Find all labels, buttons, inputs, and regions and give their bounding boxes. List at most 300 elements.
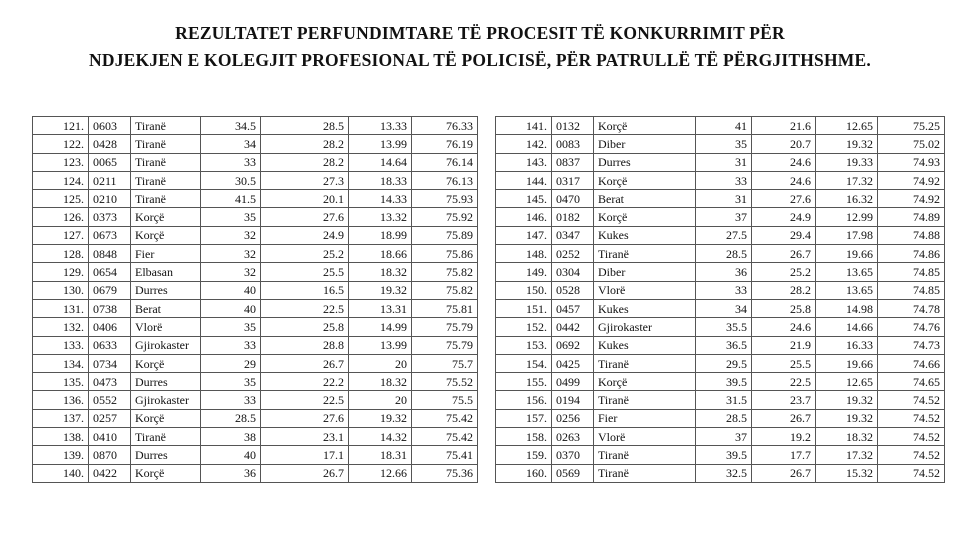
district-cell: Elbasan — [131, 263, 201, 281]
rank-cell: 128. — [33, 245, 89, 263]
table-row — [33, 281, 478, 299]
candidate-code-cell: 0370 — [552, 446, 594, 464]
table-row — [496, 318, 945, 336]
score-3-cell: 17.98 — [816, 226, 878, 244]
rank-cell: 133. — [33, 336, 89, 354]
score-2-cell: 25.8 — [752, 299, 816, 317]
district-cell: Fier — [131, 245, 201, 263]
score-2-cell: 24.6 — [752, 153, 816, 171]
score-1-cell: 36 — [696, 263, 752, 281]
score-2-cell: 25.2 — [752, 263, 816, 281]
total-score-cell: 74.88 — [878, 226, 945, 244]
rank-cell: 158. — [496, 428, 552, 446]
table-row — [496, 190, 945, 208]
score-3-cell: 19.32 — [816, 409, 878, 427]
district-cell: Gjirokaster — [131, 336, 201, 354]
rank-cell: 150. — [496, 281, 552, 299]
table-row — [496, 226, 945, 244]
total-score-cell: 75.52 — [412, 373, 478, 391]
total-score-cell: 75.7 — [412, 354, 478, 372]
score-2-cell: 25.5 — [752, 354, 816, 372]
score-1-cell: 33 — [201, 336, 261, 354]
score-3-cell: 17.32 — [816, 171, 878, 189]
rank-cell: 136. — [33, 391, 89, 409]
rank-cell: 131. — [33, 299, 89, 317]
score-2-cell: 27.3 — [261, 171, 349, 189]
score-2-cell: 22.5 — [752, 373, 816, 391]
results-table-right — [495, 116, 945, 483]
district-cell: Korçë — [131, 409, 201, 427]
candidate-code-cell: 0679 — [89, 281, 131, 299]
score-2-cell: 20.7 — [752, 135, 816, 153]
candidate-code-cell: 0182 — [552, 208, 594, 226]
score-3-cell: 12.99 — [816, 208, 878, 226]
table-row — [496, 354, 945, 372]
total-score-cell: 75.92 — [412, 208, 478, 226]
score-2-cell: 26.7 — [261, 464, 349, 482]
district-cell: Korçë — [131, 464, 201, 482]
candidate-code-cell: 0422 — [89, 464, 131, 482]
district-cell: Kukes — [594, 299, 696, 317]
candidate-code-cell: 0410 — [89, 428, 131, 446]
score-1-cell: 31 — [696, 153, 752, 171]
score-3-cell: 16.33 — [816, 336, 878, 354]
score-3-cell: 18.66 — [349, 245, 412, 263]
score-1-cell: 40 — [201, 299, 261, 317]
total-score-cell: 74.76 — [878, 318, 945, 336]
rank-cell: 129. — [33, 263, 89, 281]
score-1-cell: 35 — [201, 373, 261, 391]
score-2-cell: 25.5 — [261, 263, 349, 281]
candidate-code-cell: 0473 — [89, 373, 131, 391]
table-row — [496, 464, 945, 482]
total-score-cell: 75.02 — [878, 135, 945, 153]
table-row — [33, 409, 478, 427]
rank-cell: 137. — [33, 409, 89, 427]
candidate-code-cell: 0528 — [552, 281, 594, 299]
rank-cell: 130. — [33, 281, 89, 299]
score-1-cell: 31.5 — [696, 391, 752, 409]
score-3-cell: 13.99 — [349, 336, 412, 354]
table-row — [33, 428, 478, 446]
district-cell: Gjirokaster — [131, 391, 201, 409]
score-1-cell: 37 — [696, 208, 752, 226]
rank-cell: 121. — [33, 117, 89, 135]
table-row — [33, 373, 478, 391]
score-1-cell: 39.5 — [696, 446, 752, 464]
rank-cell: 155. — [496, 373, 552, 391]
total-score-cell: 74.85 — [878, 263, 945, 281]
candidate-code-cell: 0083 — [552, 135, 594, 153]
table-row — [496, 135, 945, 153]
table-row — [33, 135, 478, 153]
district-cell: Korçë — [131, 226, 201, 244]
table-row — [33, 171, 478, 189]
table-row — [33, 263, 478, 281]
rank-cell: 140. — [33, 464, 89, 482]
total-score-cell: 76.33 — [412, 117, 478, 135]
title-line-2: NDJEKJEN E KOLEGJIT PROFESIONAL TË POLICISË, PËR PATRULLË TË PËRGJITHSHME. — [89, 50, 871, 70]
total-score-cell: 75.79 — [412, 318, 478, 336]
total-score-cell: 74.92 — [878, 190, 945, 208]
total-score-cell: 74.85 — [878, 281, 945, 299]
score-2-cell: 21.6 — [752, 117, 816, 135]
table-row — [33, 318, 478, 336]
candidate-code-cell: 0211 — [89, 171, 131, 189]
total-score-cell: 75.82 — [412, 281, 478, 299]
score-3-cell: 17.32 — [816, 446, 878, 464]
district-cell: Berat — [131, 299, 201, 317]
table-row — [496, 373, 945, 391]
total-score-cell: 75.81 — [412, 299, 478, 317]
score-2-cell: 26.7 — [752, 464, 816, 482]
score-1-cell: 32.5 — [696, 464, 752, 482]
table-row — [496, 336, 945, 354]
district-cell: Korçë — [594, 373, 696, 391]
table-row — [33, 299, 478, 317]
score-3-cell: 14.66 — [816, 318, 878, 336]
table-row — [33, 208, 478, 226]
district-cell: Diber — [594, 135, 696, 153]
score-3-cell: 14.98 — [816, 299, 878, 317]
title-line-1: REZULTATET PERFUNDIMTARE TË PROCESIT TË KONKURRIMIT PËR — [175, 23, 785, 43]
total-score-cell: 74.92 — [878, 171, 945, 189]
score-1-cell: 40 — [201, 446, 261, 464]
score-3-cell: 14.33 — [349, 190, 412, 208]
candidate-code-cell: 0470 — [552, 190, 594, 208]
total-score-cell: 74.52 — [878, 464, 945, 482]
rank-cell: 156. — [496, 391, 552, 409]
score-2-cell: 25.8 — [261, 318, 349, 336]
rank-cell: 153. — [496, 336, 552, 354]
score-1-cell: 35 — [201, 318, 261, 336]
score-3-cell: 20 — [349, 391, 412, 409]
total-score-cell: 75.5 — [412, 391, 478, 409]
score-1-cell: 28.5 — [696, 245, 752, 263]
candidate-code-cell: 0406 — [89, 318, 131, 336]
total-score-cell: 74.89 — [878, 208, 945, 226]
candidate-code-cell: 0870 — [89, 446, 131, 464]
rank-cell: 125. — [33, 190, 89, 208]
score-2-cell: 29.4 — [752, 226, 816, 244]
candidate-code-cell: 0257 — [89, 409, 131, 427]
rank-cell: 148. — [496, 245, 552, 263]
rank-cell: 135. — [33, 373, 89, 391]
total-score-cell: 75.86 — [412, 245, 478, 263]
table-row — [33, 117, 478, 135]
rank-cell: 144. — [496, 171, 552, 189]
district-cell: Tiranë — [131, 135, 201, 153]
district-cell: Kukes — [594, 226, 696, 244]
score-1-cell: 27.5 — [696, 226, 752, 244]
rank-cell: 147. — [496, 226, 552, 244]
candidate-code-cell: 0263 — [552, 428, 594, 446]
candidate-code-cell: 0734 — [89, 354, 131, 372]
table-row — [496, 446, 945, 464]
score-1-cell: 29 — [201, 354, 261, 372]
district-cell: Tiranë — [594, 464, 696, 482]
table-row — [33, 190, 478, 208]
score-1-cell: 39.5 — [696, 373, 752, 391]
score-2-cell: 21.9 — [752, 336, 816, 354]
score-2-cell: 23.1 — [261, 428, 349, 446]
total-score-cell: 74.66 — [878, 354, 945, 372]
candidate-code-cell: 0256 — [552, 409, 594, 427]
table-row — [33, 391, 478, 409]
candidate-code-cell: 0065 — [89, 153, 131, 171]
rank-cell: 141. — [496, 117, 552, 135]
score-1-cell: 34 — [201, 135, 261, 153]
score-3-cell: 19.66 — [816, 245, 878, 263]
score-3-cell: 14.64 — [349, 153, 412, 171]
candidate-code-cell: 0457 — [552, 299, 594, 317]
score-1-cell: 41.5 — [201, 190, 261, 208]
score-1-cell: 35 — [201, 208, 261, 226]
score-3-cell: 18.32 — [816, 428, 878, 446]
total-score-cell: 75.42 — [412, 428, 478, 446]
total-score-cell: 74.65 — [878, 373, 945, 391]
score-3-cell: 18.99 — [349, 226, 412, 244]
district-cell: Fier — [594, 409, 696, 427]
rank-cell: 145. — [496, 190, 552, 208]
rank-cell: 124. — [33, 171, 89, 189]
candidate-code-cell: 0848 — [89, 245, 131, 263]
table-row — [496, 171, 945, 189]
total-score-cell: 75.82 — [412, 263, 478, 281]
table-row — [496, 409, 945, 427]
rank-cell: 142. — [496, 135, 552, 153]
table-row — [33, 336, 478, 354]
rank-cell: 152. — [496, 318, 552, 336]
candidate-code-cell: 0738 — [89, 299, 131, 317]
score-1-cell: 32 — [201, 245, 261, 263]
total-score-cell: 74.93 — [878, 153, 945, 171]
score-1-cell: 28.5 — [201, 409, 261, 427]
score-3-cell: 20 — [349, 354, 412, 372]
score-2-cell: 28.8 — [261, 336, 349, 354]
score-3-cell: 18.32 — [349, 373, 412, 391]
score-2-cell: 23.7 — [752, 391, 816, 409]
score-2-cell: 24.6 — [752, 318, 816, 336]
rank-cell: 126. — [33, 208, 89, 226]
results-table-left — [32, 116, 478, 483]
total-score-cell: 75.36 — [412, 464, 478, 482]
score-2-cell: 20.1 — [261, 190, 349, 208]
district-cell: Korçë — [131, 208, 201, 226]
district-cell: Tiranë — [594, 446, 696, 464]
score-2-cell: 27.6 — [261, 409, 349, 427]
district-cell: Korçë — [594, 171, 696, 189]
total-score-cell: 75.41 — [412, 446, 478, 464]
total-score-cell: 75.93 — [412, 190, 478, 208]
document-title — [0, 20, 960, 74]
rank-cell: 138. — [33, 428, 89, 446]
score-1-cell: 33 — [201, 391, 261, 409]
score-2-cell: 22.2 — [261, 373, 349, 391]
score-3-cell: 15.32 — [816, 464, 878, 482]
score-1-cell: 36 — [201, 464, 261, 482]
rank-cell: 154. — [496, 354, 552, 372]
score-3-cell: 19.33 — [816, 153, 878, 171]
district-cell: Tiranë — [131, 190, 201, 208]
score-2-cell: 25.2 — [261, 245, 349, 263]
score-1-cell: 30.5 — [201, 171, 261, 189]
table-row — [496, 391, 945, 409]
candidate-code-cell: 0499 — [552, 373, 594, 391]
rank-cell: 122. — [33, 135, 89, 153]
district-cell: Durres — [594, 153, 696, 171]
district-cell: Vlorë — [594, 428, 696, 446]
score-1-cell: 35.5 — [696, 318, 752, 336]
district-cell: Tiranë — [131, 428, 201, 446]
score-3-cell: 13.99 — [349, 135, 412, 153]
score-3-cell: 18.33 — [349, 171, 412, 189]
total-score-cell: 75.89 — [412, 226, 478, 244]
rank-cell: 157. — [496, 409, 552, 427]
score-1-cell: 38 — [201, 428, 261, 446]
score-3-cell: 19.66 — [816, 354, 878, 372]
table-row — [496, 281, 945, 299]
score-2-cell: 27.6 — [261, 208, 349, 226]
score-1-cell: 33 — [696, 281, 752, 299]
district-cell: Tiranë — [131, 171, 201, 189]
candidate-code-cell: 0569 — [552, 464, 594, 482]
score-3-cell: 19.32 — [349, 409, 412, 427]
score-2-cell: 28.2 — [261, 153, 349, 171]
candidate-code-cell: 0425 — [552, 354, 594, 372]
table-row — [33, 354, 478, 372]
candidate-code-cell: 0692 — [552, 336, 594, 354]
rank-cell: 132. — [33, 318, 89, 336]
score-1-cell: 36.5 — [696, 336, 752, 354]
score-3-cell: 13.32 — [349, 208, 412, 226]
candidate-code-cell: 0442 — [552, 318, 594, 336]
score-2-cell: 28.2 — [752, 281, 816, 299]
candidate-code-cell: 0603 — [89, 117, 131, 135]
candidate-code-cell: 0837 — [552, 153, 594, 171]
score-2-cell: 16.5 — [261, 281, 349, 299]
total-score-cell: 76.19 — [412, 135, 478, 153]
score-2-cell: 26.7 — [752, 409, 816, 427]
score-1-cell: 33 — [201, 153, 261, 171]
rank-cell: 160. — [496, 464, 552, 482]
district-cell: Korçë — [594, 208, 696, 226]
candidate-code-cell: 0654 — [89, 263, 131, 281]
score-1-cell: 41 — [696, 117, 752, 135]
total-score-cell: 74.52 — [878, 391, 945, 409]
rank-cell: 123. — [33, 153, 89, 171]
score-1-cell: 32 — [201, 226, 261, 244]
score-1-cell: 37 — [696, 428, 752, 446]
table-row — [33, 245, 478, 263]
district-cell: Korçë — [594, 117, 696, 135]
score-3-cell: 14.99 — [349, 318, 412, 336]
score-1-cell: 34.5 — [201, 117, 261, 135]
table-row — [496, 208, 945, 226]
district-cell: Vlorë — [131, 318, 201, 336]
score-2-cell: 26.7 — [261, 354, 349, 372]
score-1-cell: 35 — [696, 135, 752, 153]
table-row — [496, 263, 945, 281]
table-row — [496, 245, 945, 263]
total-score-cell: 74.86 — [878, 245, 945, 263]
score-2-cell: 17.1 — [261, 446, 349, 464]
score-3-cell: 14.32 — [349, 428, 412, 446]
score-2-cell: 24.9 — [261, 226, 349, 244]
district-cell: Durres — [131, 281, 201, 299]
score-3-cell: 13.65 — [816, 281, 878, 299]
score-2-cell: 28.2 — [261, 135, 349, 153]
table-row — [496, 117, 945, 135]
table-row — [33, 226, 478, 244]
score-2-cell: 24.9 — [752, 208, 816, 226]
rank-cell: 143. — [496, 153, 552, 171]
score-3-cell: 12.66 — [349, 464, 412, 482]
district-cell: Tiranë — [131, 153, 201, 171]
table-row — [33, 153, 478, 171]
total-score-cell: 75.42 — [412, 409, 478, 427]
table-row — [33, 446, 478, 464]
district-cell: Durres — [131, 373, 201, 391]
total-score-cell: 75.25 — [878, 117, 945, 135]
candidate-code-cell: 0347 — [552, 226, 594, 244]
score-2-cell: 22.5 — [261, 299, 349, 317]
district-cell: Tiranë — [594, 391, 696, 409]
district-cell: Tiranë — [594, 245, 696, 263]
candidate-code-cell: 0428 — [89, 135, 131, 153]
total-score-cell: 76.13 — [412, 171, 478, 189]
district-cell: Berat — [594, 190, 696, 208]
candidate-code-cell: 0194 — [552, 391, 594, 409]
score-2-cell: 28.5 — [261, 117, 349, 135]
score-1-cell: 28.5 — [696, 409, 752, 427]
score-2-cell: 27.6 — [752, 190, 816, 208]
score-2-cell: 17.7 — [752, 446, 816, 464]
score-2-cell: 22.5 — [261, 391, 349, 409]
score-3-cell: 13.33 — [349, 117, 412, 135]
candidate-code-cell: 0210 — [89, 190, 131, 208]
score-3-cell: 18.32 — [349, 263, 412, 281]
score-3-cell: 13.31 — [349, 299, 412, 317]
score-1-cell: 31 — [696, 190, 752, 208]
rank-cell: 139. — [33, 446, 89, 464]
candidate-code-cell: 0633 — [89, 336, 131, 354]
total-score-cell: 74.52 — [878, 446, 945, 464]
district-cell: Gjirokaster — [594, 318, 696, 336]
total-score-cell: 76.14 — [412, 153, 478, 171]
total-score-cell: 74.52 — [878, 409, 945, 427]
district-cell: Vlorë — [594, 281, 696, 299]
score-2-cell: 24.6 — [752, 171, 816, 189]
score-3-cell: 16.32 — [816, 190, 878, 208]
candidate-code-cell: 0552 — [89, 391, 131, 409]
rank-cell: 151. — [496, 299, 552, 317]
district-cell: Kukes — [594, 336, 696, 354]
total-score-cell: 75.79 — [412, 336, 478, 354]
rank-cell: 149. — [496, 263, 552, 281]
rank-cell: 134. — [33, 354, 89, 372]
district-cell: Tiranë — [594, 354, 696, 372]
score-1-cell: 34 — [696, 299, 752, 317]
score-3-cell: 13.65 — [816, 263, 878, 281]
rank-cell: 146. — [496, 208, 552, 226]
score-2-cell: 19.2 — [752, 428, 816, 446]
candidate-code-cell: 0304 — [552, 263, 594, 281]
district-cell: Korçë — [131, 354, 201, 372]
score-1-cell: 40 — [201, 281, 261, 299]
score-1-cell: 33 — [696, 171, 752, 189]
table-row — [496, 428, 945, 446]
